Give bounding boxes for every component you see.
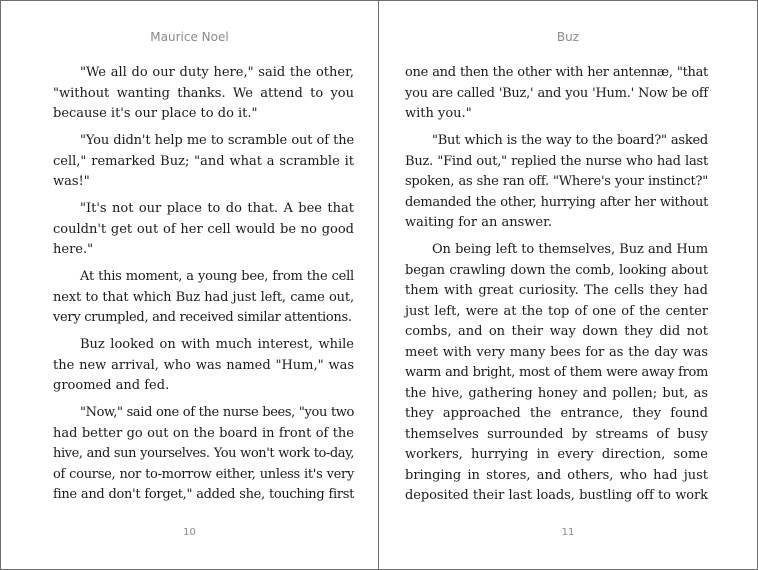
left-page-text xyxy=(53,63,354,506)
text-line: warm and bright, most of them were away from xyxy=(405,365,708,380)
right-page-text xyxy=(405,63,708,507)
text-line: just left, were at the top of one of the center xyxy=(405,303,708,319)
text-line: "We all do our duty here," said the other, xyxy=(80,65,354,80)
text-line: bringing in stores, and others, who had just xyxy=(405,467,708,483)
right-page[interactable] xyxy=(379,1,757,569)
text-line: workers, hurrying in every direction, some xyxy=(405,447,708,462)
running-head-title: Buz xyxy=(556,30,580,44)
text-line: one and then the other with her antennæ, "that xyxy=(405,65,708,80)
text-line: with you." xyxy=(405,106,472,121)
text-line: of course, nor to-morrow either, unless it's very xyxy=(53,466,354,482)
running-head-author: Maurice Noel xyxy=(150,30,229,44)
text-line: "You didn't help me to scramble out of the xyxy=(80,133,354,148)
text-line: "It's not our place to do that. A bee that xyxy=(80,201,354,216)
text-line: groomed and fed. xyxy=(53,378,170,393)
left-page[interactable] xyxy=(1,1,378,569)
text-line: On being left to themselves, Buz and Hum xyxy=(432,242,708,257)
text-line: began crawling down the comb, looking about xyxy=(405,262,708,278)
text-line: Buz looked on with much interest, while xyxy=(80,337,354,352)
text-line: the hive, gathering honey and pollen; but, as xyxy=(405,385,708,401)
text-line: the new arrival, who was named "Hum," was xyxy=(53,357,354,373)
text-line: here." xyxy=(53,242,94,257)
text-line: Buz. "Find out," replied the nurse who had last xyxy=(405,153,708,169)
text-line: themselves surrounded by streams of busy xyxy=(405,426,708,442)
text-line: very crumpled, and received similar attentions. xyxy=(53,310,352,325)
page-number: 10 xyxy=(183,527,196,538)
text-line: was!" xyxy=(53,174,90,189)
text-line: because it's our place to do it." xyxy=(53,106,258,121)
text-line: spoken, as she ran off. "Where's your instinct?" xyxy=(405,174,708,189)
text-line: hive, and sun yourselves. You won't work to-day, xyxy=(53,446,354,461)
text-line: deposited their last loads, bustling off to work xyxy=(405,488,708,503)
text-line: combs, and on their way down they did not xyxy=(405,324,708,339)
text-line: At this moment, a young bee, from the cell xyxy=(80,269,354,284)
text-line: "without wanting thanks. We attend to you xyxy=(53,85,354,101)
text-line: waiting for an answer. xyxy=(405,215,553,230)
page-number: 11 xyxy=(561,527,575,538)
text-line: couldn't get out of her cell would be no good xyxy=(53,221,354,237)
text-line: next to that which Buz had just left, came out, xyxy=(53,289,354,305)
text-line: had better go out on the board in front of the xyxy=(53,425,354,441)
text-line: demanded the other, hurrying after her without xyxy=(405,194,708,210)
text-line: them with great curiosity. The cells they had xyxy=(405,283,708,298)
text-line: "But which is the way to the board?" asked xyxy=(432,133,708,148)
text-line: you are called 'Buz,' and you 'Hum.' Now be off xyxy=(405,85,708,101)
text-line: they approached the entrance, they found xyxy=(405,406,708,421)
text-line: meet with very many bees for as the day was xyxy=(405,344,708,360)
text-line: fine and don't forget," added she, touching first xyxy=(53,487,354,502)
text-line: "Now," said one of the nurse bees, "you two xyxy=(80,405,354,420)
text-line: cell," remarked Buz; "and what a scramble it xyxy=(53,153,354,169)
